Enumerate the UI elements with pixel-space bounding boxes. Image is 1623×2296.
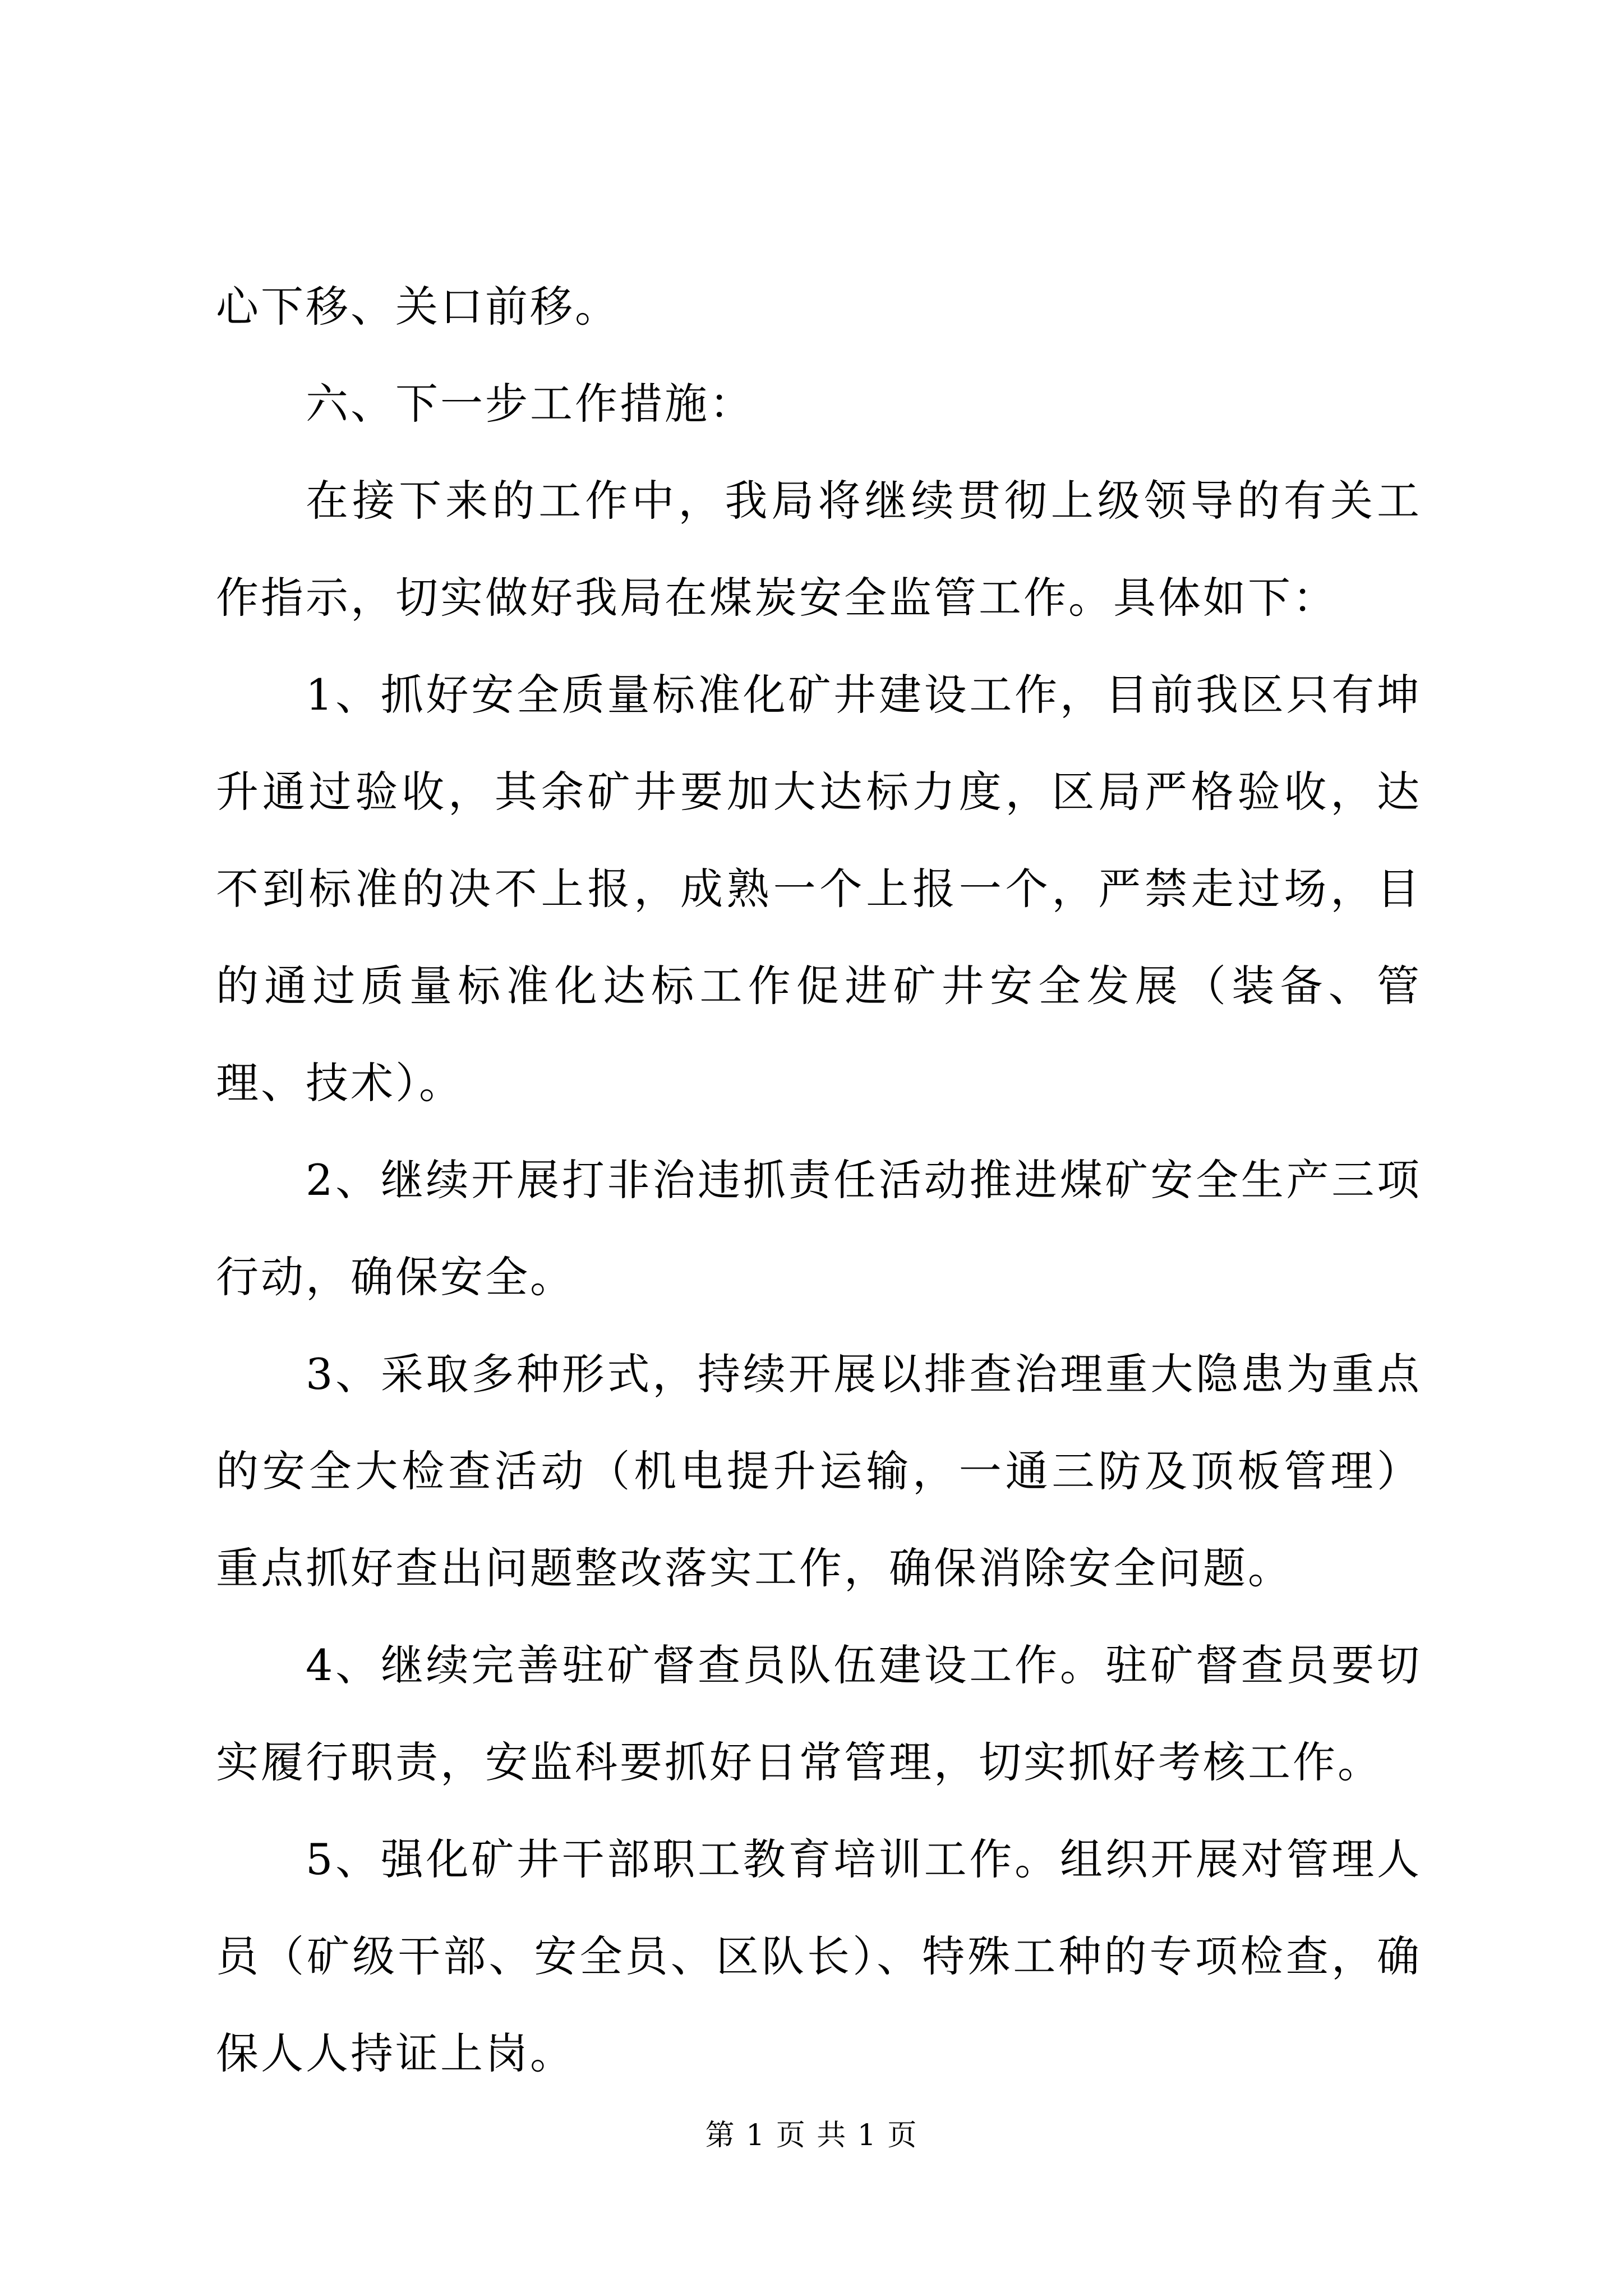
paragraph-intro: 在接下来的工作中，我局将继续贯彻上级领导的有关工作指示，切实做好我局在煤炭安全监管工作。具体如下： bbox=[216, 476, 1422, 623]
paragraph-continuation: 心下移、关口前移。 bbox=[216, 282, 620, 332]
paragraph-item-5: 5、强化矿井干部职工教育培训工作。组织开展对管理人员（矿级干部、安全员、区队长）、特殊工种的专项检查，确保人人持证上岗。 bbox=[216, 1834, 1422, 2078]
section-heading-next-steps: 六、下一步工作措施： bbox=[306, 379, 754, 429]
page-footer: 第 1 页 共 1 页 bbox=[705, 2119, 918, 2152]
paragraph-item-1: 1、抓好安全质量标准化矿井建设工作，目前我区只有坤升通过验收，其余矿井要加大达标力度，区局严格验收，达不到标准的决不上报，成熟一个上报一个，严禁走过场，目的通过质量标准化达标工作促进矿井安全发展（装备、管理、技术）。 bbox=[216, 670, 1422, 1108]
paragraph-item-4: 4、继续完善驻矿督查员队伍建设工作。驻矿督查员要切实履行职责，安监科要抓好日常管理，切实抓好考核工作。 bbox=[216, 1640, 1422, 1787]
paragraph-item-2: 2、继续开展打非治违抓责任活动推进煤矿安全生产三项行动，确保安全。 bbox=[216, 1155, 1422, 1302]
paragraph-item-3: 3、采取多种形式，持续开展以排查治理重大隐患为重点的安全大检查活动（机电提升运输，一通三防及顶板管理）重点抓好查出问题整改落实工作，确保消除安全问题。 bbox=[216, 1349, 1422, 1593]
document-body bbox=[216, 258, 1422, 2102]
